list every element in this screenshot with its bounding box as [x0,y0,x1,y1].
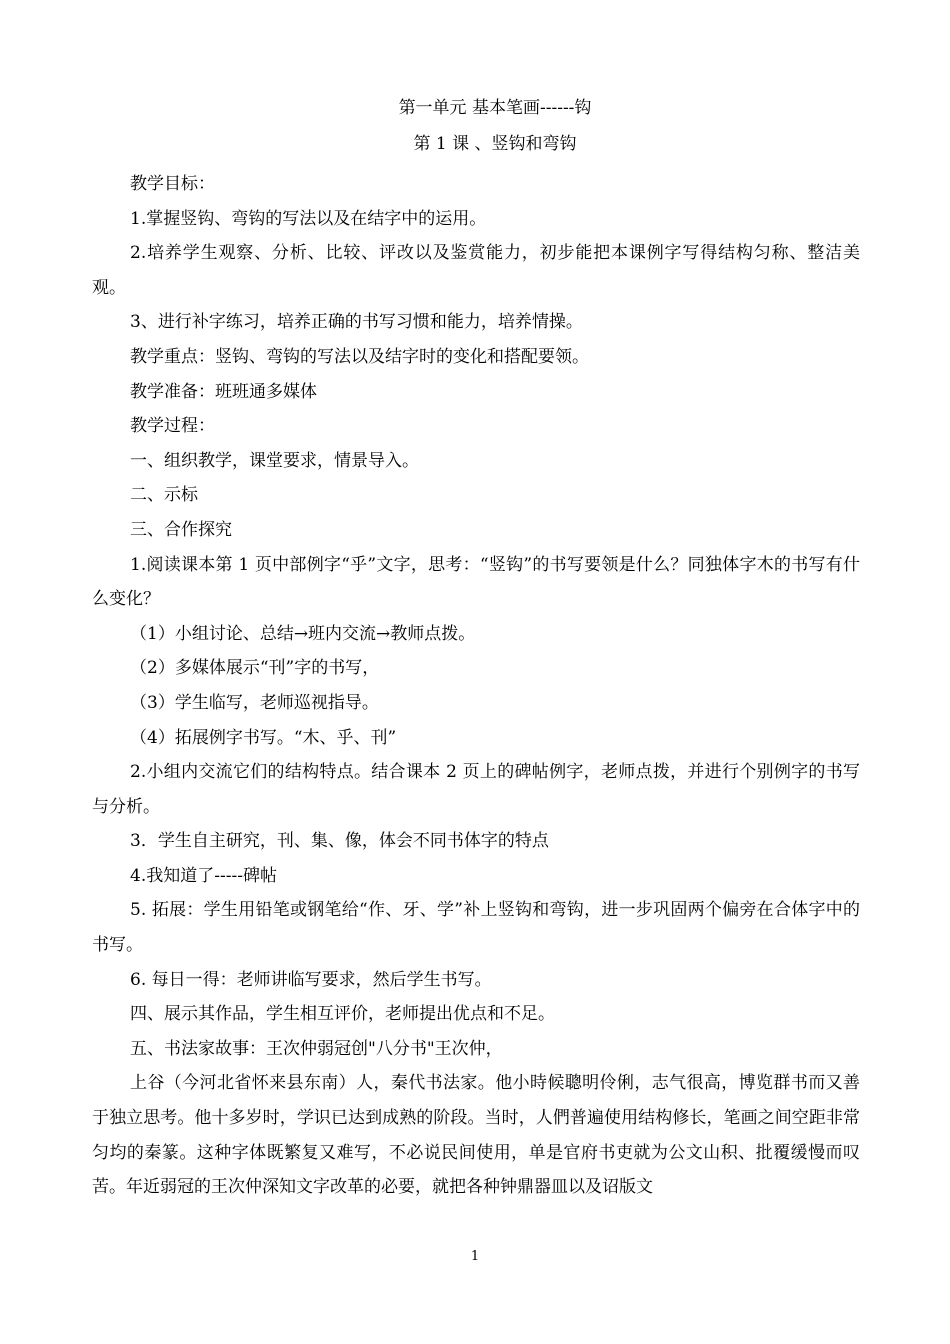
page-number: 1 [470,1249,480,1264]
paragraph: 四、展示其作品，学生相互评价，老师提出优点和不足。 [130,1004,555,1025]
paragraph: 教学过程： [130,416,215,437]
paragraph: 三、合作探究 [130,519,232,540]
paragraph: 五、书法家故事：王次仲弱冠创"八分书"王次仲， [130,1038,503,1059]
paragraph: （3）学生临写，老师巡视指导。 [130,692,379,713]
document-body [92,167,860,1205]
paragraph: 1.阅读课本第 1 页中部例字“乎”文字，思考：“竖钩”的书写要领是什么？同独体字木的书写有什么变化？ [92,554,860,610]
paragraph: 3．学生自主研究，刊、集、像，体会不同书体字的特点 [130,831,549,852]
paragraph: 教学目标： [130,174,215,194]
paragraph: 教学准备：班班通多媒体 [130,381,317,402]
paragraph: 4.我知道了-----碑帖 [130,865,277,886]
paragraph: 5. 拓展：学生用铅笔或钢笔给“作、牙、学”补上竖钩和弯钩，进一步巩固两个偏旁在合体字中的书写。 [92,900,860,956]
paragraph: 2.培养学生观察、分析、比较、评改以及鉴赏能力，初步能把本课例字写得结构匀称、整洁美观。 [92,243,860,298]
paragraph: （2）多媒体展示“刊”字的书写， [130,658,380,679]
unit-title: 第一单元 基本笔画------钩 [398,98,592,118]
lesson-title: 第 1 课 、竖钩和弯钩 [413,134,577,154]
paragraph: （1）小组讨论、总结→班内交流→教师点拨。 [130,623,476,644]
paragraph: （4）拓展例字书写。“木、乎、刊” [130,727,397,748]
paragraph: 上谷（今河北省怀来县东南）人，秦代书法家。他小時候聰明伶俐，志气很高，博览群书而又善于独立思考。他十多岁时，学识已达到成熟的阶段。当时，人們普遍使用结构修长，笔画之间空距非常匀均的秦篆。这种字体既繁复又难写，不必说民间使用，单是官府书吏就为公文山积、批覆缓慢而叹苦。年近弱冠的王次仲深知文字改革的必要，就把各种钟鼎器皿以及诏版文 [92,1073,860,1198]
paragraph: 2.小组内交流它们的结构特点。结合课本 2 页上的碑帖例字，老师点拨，并进行个别例字的书写与分析。 [92,762,860,817]
paragraph: 6. 每日一得：老师讲临写要求，然后学生书写。 [130,969,492,990]
paragraph: 一、组织教学，课堂要求，情景导入。 [130,450,419,471]
paragraph: 二、示标 [130,485,198,506]
paragraph: 3、进行补字练习，培养正确的书写习惯和能力，培养情操。 [130,312,583,333]
paragraph: 1.掌握竖钩、弯钩的写法以及在结字中的运用。 [130,208,487,229]
paragraph: 教学重点：竖钩、弯钩的写法以及结字时的变化和搭配要领。 [130,346,589,367]
